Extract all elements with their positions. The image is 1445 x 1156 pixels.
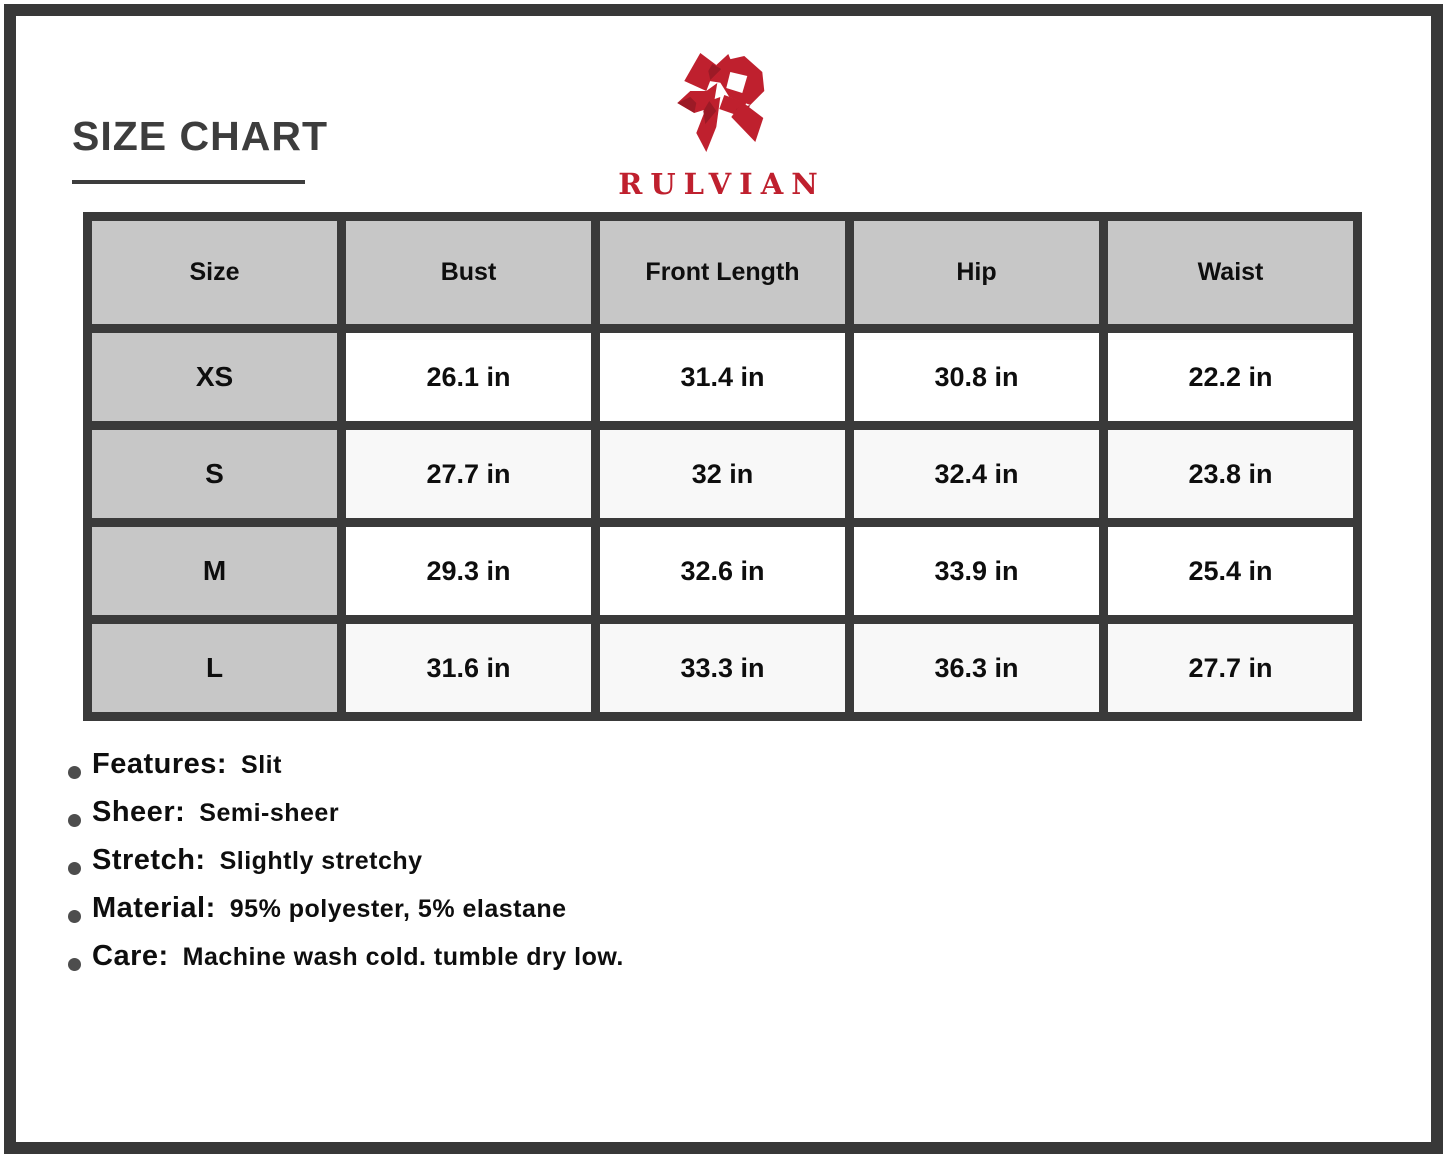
brand-logo (618, 50, 825, 201)
detail-value: Machine wash cold. tumble dry low. (182, 943, 624, 971)
size-label-cell: L (88, 620, 342, 717)
table-cell: 32 in (596, 426, 850, 523)
size-label-cell: S (88, 426, 342, 523)
detail-label: Care: (92, 940, 169, 972)
table-cell: 25.4 in (1104, 523, 1358, 620)
table-cell: 23.8 in (1104, 426, 1358, 523)
header-cell-waist: Waist (1104, 217, 1358, 329)
table-cell: 32.6 in (596, 523, 850, 620)
table-cell: 31.6 in (342, 620, 596, 717)
table-row-xs (88, 329, 1358, 426)
detail-item-care (68, 940, 624, 988)
table-cell: 29.3 in (342, 523, 596, 620)
title-underline (72, 180, 305, 184)
table-row-s (88, 426, 1358, 523)
bullet-icon (68, 862, 81, 875)
size-label-cell: M (88, 523, 342, 620)
table-cell: 27.7 in (342, 426, 596, 523)
table-cell: 30.8 in (850, 329, 1104, 426)
table-cell: 33.3 in (596, 620, 850, 717)
header-cell-bust: Bust (342, 217, 596, 329)
table-cell: 31.4 in (596, 329, 850, 426)
detail-item-stretch (68, 844, 624, 892)
brand-name: RULVIAN (618, 167, 826, 201)
detail-label: Sheer: (92, 796, 186, 828)
size-label-cell: XS (88, 329, 342, 426)
detail-item-sheer (68, 796, 624, 844)
page-title: SIZE CHART (72, 113, 328, 159)
product-details-list (68, 748, 624, 988)
table-cell: 33.9 in (850, 523, 1104, 620)
header-cell-front-length: Front Length (596, 217, 850, 329)
header-cell-hip: Hip (850, 217, 1104, 329)
detail-label: Features: (92, 748, 228, 780)
detail-item-features (68, 748, 624, 796)
detail-value: Slit (241, 751, 282, 779)
detail-value: 95% polyester, 5% elastane (229, 895, 567, 923)
size-chart-table (83, 212, 1362, 721)
rulvian-logo-icon (672, 50, 772, 162)
table-row-m (88, 523, 1358, 620)
detail-label: Stretch: (92, 844, 206, 876)
bullet-icon (68, 910, 81, 923)
table-header-row (88, 217, 1358, 329)
title-block (72, 113, 328, 184)
table-cell: 36.3 in (850, 620, 1104, 717)
table-cell: 26.1 in (342, 329, 596, 426)
bullet-icon (68, 814, 81, 827)
bullet-icon (68, 766, 81, 779)
table-cell: 32.4 in (850, 426, 1104, 523)
table-cell: 22.2 in (1104, 329, 1358, 426)
detail-value: Semi-sheer (199, 799, 340, 827)
detail-value: Slightly stretchy (219, 847, 423, 875)
detail-label: Material: (92, 892, 216, 924)
bullet-icon (68, 958, 81, 971)
table-row-l (88, 620, 1358, 717)
header-cell-size: Size (88, 217, 342, 329)
table-cell: 27.7 in (1104, 620, 1358, 717)
detail-item-material (68, 892, 624, 940)
